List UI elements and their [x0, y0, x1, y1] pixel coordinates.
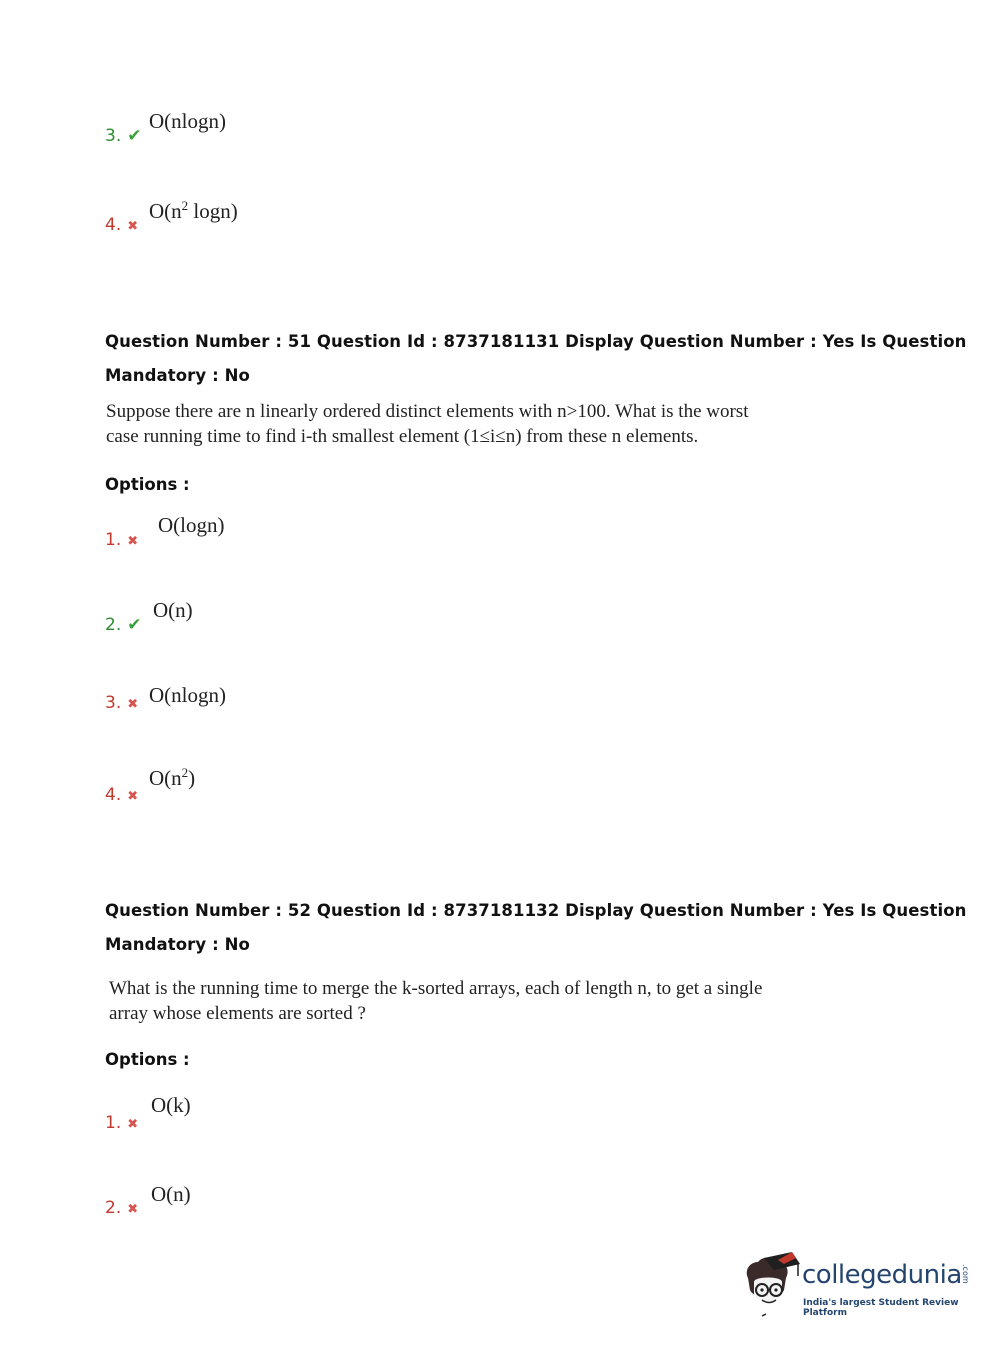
cross-icon: ✖ [127, 697, 139, 712]
q52-option-1 [105, 1113, 138, 1133]
q52-header-line1: Question Number : 52 Question Id : 8737181132 Display Question Number : Yes Is Question [105, 901, 967, 920]
option-number: 4. [105, 785, 122, 805]
cross-icon: ✖ [127, 219, 139, 234]
q51-option-3 [105, 693, 138, 713]
q52-header-line2: Mandatory : No [105, 935, 250, 954]
q51-option-2-text: O(n) [153, 598, 193, 622]
q51-option-4-text: $O(n^2)$ [149, 765, 196, 790]
prev-option-4-text: $O(n^2$ logn) [149, 198, 238, 223]
q51-header-line1: Question Number : 51 Question Id : 8737181131 Display Question Number : Yes Is Question [105, 332, 967, 351]
q51-options-label: Options : [105, 475, 190, 494]
cross-icon: ✖ [127, 1117, 139, 1132]
prev-option-3 [105, 126, 141, 146]
q52-option-1-text: O(k) [151, 1093, 191, 1117]
option-number: 1. [105, 530, 122, 550]
option-number: 3. [105, 126, 122, 146]
q52-option-2 [105, 1198, 138, 1218]
q51-option-3-text: O(nlogn) [149, 683, 226, 707]
prev-option-4 [105, 215, 138, 235]
collegedunia-logo [740, 1250, 970, 1320]
q51-option-4 [105, 785, 138, 805]
option-number: 2. [105, 1198, 122, 1218]
check-icon: ✔ [127, 615, 142, 635]
q51-header-line2: Mandatory : No [105, 366, 250, 385]
q51-question-text: Suppose there are n linearly ordered distinct elements with n>100. What is the worst case running time to find i-th smallest element (1≤i≤n) from these n elements. [106, 401, 749, 447]
q52-question-text: What is the running time to merge the k-sorted arrays, each of length n, to get a single array whose elements are sorted ? [109, 978, 763, 1024]
option-number: 3. [105, 693, 122, 713]
brand-com: .com [961, 1264, 970, 1284]
check-icon: ✔ [127, 126, 142, 146]
option-number: 2. [105, 615, 122, 635]
q51-option-1 [105, 530, 138, 550]
prev-option-3-text: O(nlogn) [149, 109, 226, 133]
option-number: 4. [105, 215, 122, 235]
q51-option-1-text: O(logn) [158, 513, 225, 537]
mascot-with-graduation-cap-icon [740, 1250, 802, 1320]
cross-icon: ✖ [127, 534, 139, 549]
q52-options-label: Options : [105, 1050, 190, 1069]
brand-tagline: India's largest Student Review Platform [803, 1298, 959, 1318]
cross-icon: ✖ [127, 1202, 139, 1217]
q51-option-2 [105, 615, 141, 635]
q52-option-2-text: O(n) [151, 1182, 191, 1206]
option-number: 1. [105, 1113, 122, 1133]
cross-icon: ✖ [127, 789, 139, 804]
brand-name: collegedunia [802, 1260, 962, 1290]
